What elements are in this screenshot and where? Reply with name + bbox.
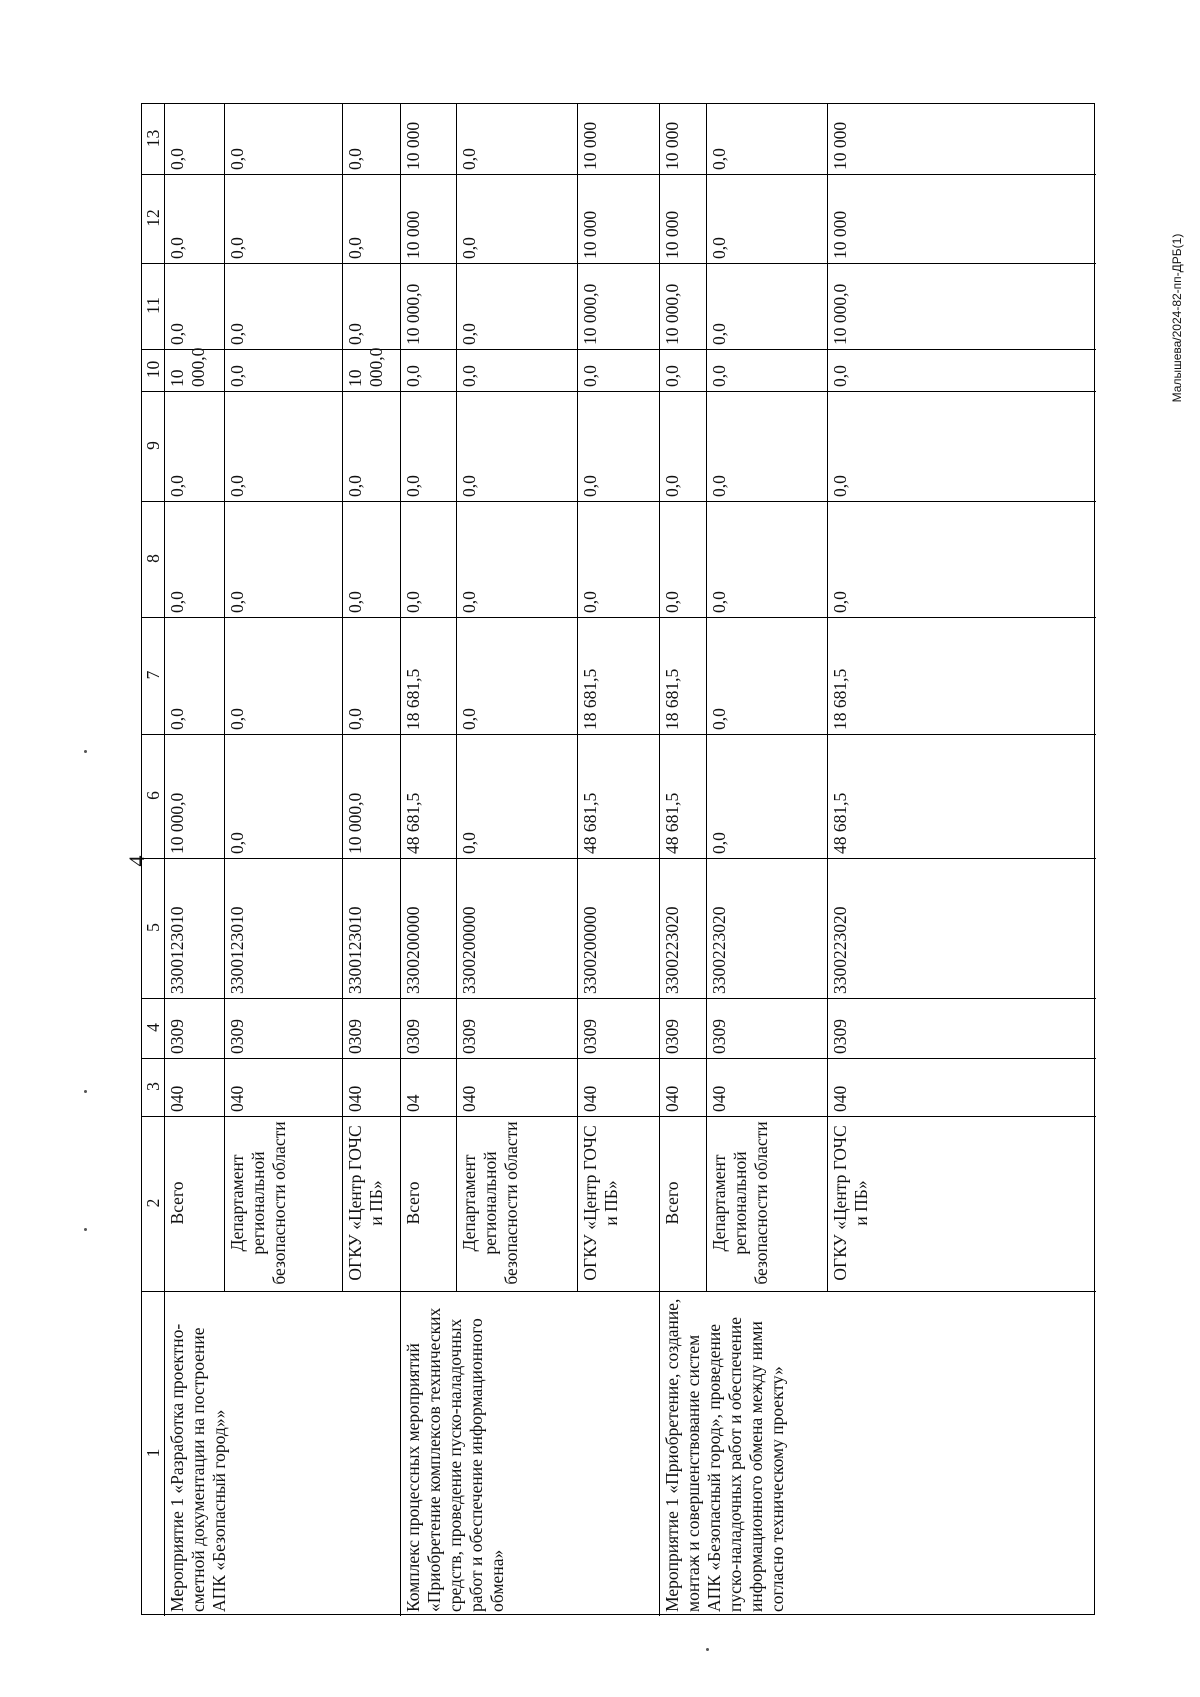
- value-cell: [224, 858, 342, 998]
- value-cell: [456, 617, 577, 734]
- value-cell: [827, 104, 1096, 174]
- activity-name-cell-text: Комплекс процессных мероприятий «Приобретение комплексов технических средств, проведение пуско-наладочных работ и обеспечение информационного обмена»: [403, 1307, 507, 1612]
- value-cell: [827, 391, 1096, 501]
- header-cell: [142, 349, 164, 391]
- value-cell: [224, 617, 342, 734]
- value-cell-text: 0,0: [227, 365, 247, 387]
- header-cell-text: 11: [143, 297, 163, 314]
- value-cell: [659, 858, 706, 998]
- value-cell-text: 0,0: [227, 475, 247, 497]
- value-cell-text: 3300123010: [167, 906, 187, 994]
- page-number: 4: [124, 855, 149, 867]
- value-cell-text: 040: [830, 1085, 850, 1112]
- value-cell: [342, 263, 400, 349]
- value-cell: [827, 501, 1096, 617]
- value-cell-text: 10 000,0: [345, 347, 386, 387]
- value-cell: [659, 734, 706, 858]
- value-cell: [827, 734, 1096, 858]
- value-cell-text: 48 681,5: [830, 792, 850, 854]
- value-cell-text: 0,0: [459, 708, 479, 730]
- value-cell-text: 0,0: [167, 148, 187, 170]
- value-cell-text: 10 000,0: [167, 347, 208, 387]
- value-cell-text: 0,0: [459, 323, 479, 345]
- value-cell-text: 0309: [459, 1019, 479, 1054]
- value-cell-text: 0,0: [709, 237, 729, 259]
- value-cell: [706, 104, 827, 174]
- value-cell: [456, 1058, 577, 1116]
- header-cell-text: 7: [143, 670, 163, 680]
- header-cell-text: 10: [143, 360, 163, 379]
- value-cell-text: 0,0: [459, 237, 479, 259]
- header-cell-text: 2: [143, 1198, 163, 1208]
- value-cell: [827, 174, 1096, 263]
- header-cell-text: 6: [143, 791, 163, 800]
- activity-name-cell: [659, 1291, 1096, 1616]
- value-cell: [659, 174, 706, 263]
- header-cell-text: 1: [143, 1448, 163, 1458]
- executor-cell-text: ОГКУ «Центр ГОЧС и ПБ»: [345, 1125, 386, 1281]
- value-cell-text: 3300123010: [227, 906, 247, 994]
- value-cell: [456, 263, 577, 349]
- value-cell: [827, 263, 1096, 349]
- value-cell: [706, 617, 827, 734]
- value-cell: [224, 1058, 342, 1116]
- value-cell-text: 10 000: [662, 210, 682, 259]
- value-cell-text: 10 000,0: [830, 283, 850, 345]
- value-cell: [827, 349, 1096, 391]
- value-cell-text: 0,0: [662, 365, 682, 387]
- value-cell-text: 0,0: [709, 148, 729, 170]
- value-cell: [659, 1058, 706, 1116]
- value-cell: [164, 104, 224, 174]
- value-cell: [164, 617, 224, 734]
- value-cell-text: 0309: [580, 1019, 600, 1054]
- value-cell-text: 0,0: [580, 591, 600, 613]
- value-cell: [400, 1058, 456, 1116]
- value-cell: [164, 391, 224, 501]
- executor-cell: [224, 1116, 342, 1291]
- value-cell: [577, 501, 659, 617]
- value-cell: [706, 998, 827, 1058]
- value-cell-text: 0309: [403, 1019, 423, 1054]
- value-cell: [224, 104, 342, 174]
- executor-cell: [706, 1116, 827, 1291]
- executor-cell: [456, 1116, 577, 1291]
- executor-cell: [827, 1116, 1096, 1291]
- value-cell-text: 0,0: [459, 475, 479, 497]
- value-cell-text: 0,0: [167, 708, 187, 730]
- value-cell-text: 0,0: [830, 475, 850, 497]
- value-cell: [224, 501, 342, 617]
- value-cell-text: 0309: [830, 1019, 850, 1054]
- header-cell-text: 13: [143, 129, 163, 148]
- value-cell: [577, 174, 659, 263]
- value-cell: [400, 617, 456, 734]
- value-cell: [224, 263, 342, 349]
- executor-cell-text: Департамент региональной безопасности области: [709, 1121, 771, 1285]
- value-cell-text: 10 000: [403, 121, 423, 170]
- value-cell: [577, 391, 659, 501]
- value-cell-text: 040: [662, 1085, 682, 1112]
- value-cell: [706, 858, 827, 998]
- value-cell: [400, 104, 456, 174]
- value-cell-text: 0,0: [709, 323, 729, 345]
- header-cell: [142, 617, 164, 734]
- header-cell-text: 8: [143, 554, 163, 563]
- value-cell-text: 18 681,5: [403, 668, 423, 730]
- value-cell-text: 040: [167, 1085, 187, 1112]
- executor-cell-text: Департамент региональной безопасности области: [459, 1121, 521, 1285]
- value-cell: [456, 349, 577, 391]
- value-cell-text: 0,0: [580, 365, 600, 387]
- value-cell: [659, 998, 706, 1058]
- value-cell: [400, 263, 456, 349]
- value-cell-text: 3300223020: [709, 906, 729, 994]
- scan-speck: [706, 1648, 709, 1651]
- header-cell: [142, 104, 164, 174]
- value-cell-text: 48 681,5: [403, 792, 423, 854]
- value-cell-text: 0,0: [459, 832, 479, 854]
- value-cell: [659, 617, 706, 734]
- header-cell: [142, 263, 164, 349]
- value-cell: [456, 104, 577, 174]
- value-cell: [164, 1058, 224, 1116]
- value-cell-text: 040: [709, 1085, 729, 1112]
- value-cell: [342, 858, 400, 998]
- value-cell: [342, 174, 400, 263]
- value-cell-text: 0,0: [227, 148, 247, 170]
- header-cell-text: 4: [143, 1023, 163, 1032]
- value-cell-text: 0,0: [662, 475, 682, 497]
- value-cell: [827, 998, 1096, 1058]
- header-cell: [142, 998, 164, 1058]
- value-cell: [456, 734, 577, 858]
- value-cell: [164, 858, 224, 998]
- value-cell: [342, 734, 400, 858]
- value-cell-text: 10 000,0: [580, 283, 600, 345]
- value-cell-text: 0,0: [459, 365, 479, 387]
- value-cell-text: 3300200000: [459, 906, 479, 994]
- budget-table: [141, 103, 1095, 1615]
- value-cell: [400, 501, 456, 617]
- value-cell-text: 18 681,5: [580, 668, 600, 730]
- value-cell: [659, 263, 706, 349]
- value-cell: [456, 501, 577, 617]
- header-cell: [142, 174, 164, 263]
- scan-speck: [84, 750, 87, 753]
- header-cell: [142, 1291, 164, 1616]
- value-cell: [577, 617, 659, 734]
- header-cell: [142, 501, 164, 617]
- value-cell-text: 10 000,0: [662, 283, 682, 345]
- value-cell: [342, 391, 400, 501]
- value-cell: [577, 104, 659, 174]
- value-cell-text: 0,0: [345, 148, 365, 170]
- value-cell: [164, 734, 224, 858]
- value-cell: [827, 1058, 1096, 1116]
- value-cell: [577, 263, 659, 349]
- executor-cell: [577, 1116, 659, 1291]
- executor-cell-text: Департамент региональной безопасности области: [227, 1121, 289, 1285]
- value-cell: [456, 998, 577, 1058]
- value-cell-text: 0,0: [167, 323, 187, 345]
- value-cell-text: 0,0: [403, 591, 423, 613]
- header-cell: [142, 1116, 164, 1291]
- executor-cell-text: Всего: [403, 1181, 423, 1225]
- value-cell: [577, 858, 659, 998]
- value-cell: [659, 391, 706, 501]
- value-cell-text: 0,0: [580, 475, 600, 497]
- value-cell: [706, 174, 827, 263]
- value-cell: [456, 391, 577, 501]
- header-cell-text: 9: [143, 441, 163, 450]
- value-cell: [577, 1058, 659, 1116]
- value-cell: [342, 349, 400, 391]
- value-cell: [164, 349, 224, 391]
- header-cell-text: 3: [143, 1082, 163, 1091]
- value-cell-text: 10 000: [662, 121, 682, 170]
- value-cell-text: 0,0: [345, 708, 365, 730]
- executor-cell-text: Всего: [662, 1181, 682, 1225]
- value-cell-text: 3300200000: [403, 906, 423, 994]
- value-cell-text: 0,0: [227, 591, 247, 613]
- scan-speck: [84, 1090, 87, 1093]
- value-cell: [659, 501, 706, 617]
- value-cell: [224, 349, 342, 391]
- value-cell: [342, 104, 400, 174]
- value-cell: [164, 501, 224, 617]
- value-cell: [577, 349, 659, 391]
- value-cell-text: 0,0: [227, 708, 247, 730]
- value-cell-text: 0309: [227, 1019, 247, 1054]
- value-cell: [706, 1058, 827, 1116]
- value-cell-text: 0,0: [227, 237, 247, 259]
- value-cell-text: 0,0: [227, 323, 247, 345]
- value-cell: [456, 858, 577, 998]
- value-cell-text: 18 681,5: [830, 668, 850, 730]
- value-cell-text: 0,0: [830, 591, 850, 613]
- value-cell: [706, 734, 827, 858]
- executor-cell: [400, 1116, 456, 1291]
- activity-name-cell: [400, 1291, 659, 1616]
- value-cell-text: 0309: [709, 1019, 729, 1054]
- value-cell: [400, 174, 456, 263]
- value-cell: [659, 104, 706, 174]
- value-cell: [400, 734, 456, 858]
- value-cell-text: 0,0: [227, 832, 247, 854]
- value-cell-text: 0,0: [167, 591, 187, 613]
- executor-cell: [659, 1116, 706, 1291]
- value-cell: [827, 617, 1096, 734]
- value-cell-text: 10 000,0: [403, 283, 423, 345]
- activity-name-cell: [164, 1291, 400, 1616]
- value-cell: [577, 998, 659, 1058]
- value-cell-text: 3300223020: [830, 906, 850, 994]
- value-cell: [706, 501, 827, 617]
- value-cell: [342, 998, 400, 1058]
- value-cell: [706, 263, 827, 349]
- value-cell: [224, 391, 342, 501]
- value-cell: [400, 998, 456, 1058]
- value-cell-text: 0309: [662, 1019, 682, 1054]
- executor-cell: [342, 1116, 400, 1291]
- value-cell-text: 10 000,0: [167, 792, 187, 854]
- value-cell: [400, 858, 456, 998]
- header-cell-text: 5: [143, 923, 163, 932]
- value-cell-text: 0,0: [709, 475, 729, 497]
- value-cell-text: 10 000: [830, 210, 850, 259]
- value-cell: [706, 349, 827, 391]
- value-cell-text: 18 681,5: [662, 668, 682, 730]
- value-cell-text: 10 000: [403, 210, 423, 259]
- executor-cell-text: ОГКУ «Центр ГОЧС и ПБ»: [580, 1125, 621, 1281]
- value-cell-text: 10 000: [830, 121, 850, 170]
- value-cell-text: 0,0: [345, 475, 365, 497]
- header-cell-text: 12: [143, 209, 163, 227]
- value-cell: [400, 391, 456, 501]
- value-cell-text: 040: [227, 1085, 247, 1112]
- value-cell: [827, 858, 1096, 998]
- value-cell: [400, 349, 456, 391]
- activity-name-cell-text: Мероприятие 1 «Приобретение, создание, монтаж и совершенствование систем АПК «Безопасный город», проведение пуско-наладочных работ и обеспечение информационного обмена между ними согласно техническому проекту»: [662, 1298, 787, 1612]
- value-cell-text: 3300200000: [580, 906, 600, 994]
- value-cell: [659, 349, 706, 391]
- value-cell: [342, 617, 400, 734]
- value-cell: [224, 998, 342, 1058]
- header-cell: [142, 391, 164, 501]
- value-cell: [164, 174, 224, 263]
- value-cell-text: 040: [459, 1085, 479, 1112]
- value-cell-text: 040: [345, 1085, 365, 1112]
- value-cell-text: 0,0: [345, 591, 365, 613]
- value-cell-text: 3300223020: [662, 906, 682, 994]
- value-cell-text: 10 000: [580, 210, 600, 259]
- value-cell-text: 0,0: [459, 591, 479, 613]
- document-reference-text: Малышева/2024-82-пп-ДРБ(1): [1170, 233, 1184, 403]
- value-cell: [706, 391, 827, 501]
- header-cell: [142, 734, 164, 858]
- value-cell: [164, 263, 224, 349]
- value-cell-text: 04: [403, 1094, 423, 1112]
- executor-cell-text: Всего: [167, 1181, 187, 1225]
- activity-name-cell-text: Мероприятие 1 «Разработка проектно-сметной документации на построение АПК «Безопасный город»»: [167, 1323, 229, 1612]
- value-cell: [342, 501, 400, 617]
- value-cell-text: 0,0: [662, 591, 682, 613]
- value-cell: [577, 734, 659, 858]
- value-cell-text: 0,0: [167, 237, 187, 259]
- value-cell-text: 0,0: [345, 323, 365, 345]
- value-cell-text: 0,0: [345, 237, 365, 259]
- value-cell-text: 0,0: [403, 475, 423, 497]
- header-cell: [142, 1058, 164, 1116]
- document-reference: [1165, 218, 1189, 418]
- value-cell-text: 0,0: [709, 365, 729, 387]
- value-cell-text: 0309: [167, 1019, 187, 1054]
- executor-cell-text: ОГКУ «Центр ГОЧС и ПБ»: [830, 1125, 871, 1281]
- value-cell-text: 48 681,5: [580, 792, 600, 854]
- value-cell-text: 10 000: [580, 121, 600, 170]
- value-cell: [224, 174, 342, 263]
- value-cell-text: 0,0: [459, 148, 479, 170]
- executor-cell: [164, 1116, 224, 1291]
- value-cell-text: 48 681,5: [662, 792, 682, 854]
- value-cell: [456, 174, 577, 263]
- value-cell-text: 0,0: [709, 591, 729, 613]
- value-cell-text: 0,0: [403, 365, 423, 387]
- value-cell-text: 3300123010: [345, 906, 365, 994]
- scan-speck: [84, 1228, 87, 1231]
- value-cell-text: 040: [580, 1085, 600, 1112]
- value-cell: [224, 734, 342, 858]
- value-cell-text: 0309: [345, 1019, 365, 1054]
- value-cell: [342, 1058, 400, 1116]
- header-cell: [142, 858, 164, 998]
- value-cell-text: 0,0: [709, 708, 729, 730]
- value-cell-text: 0,0: [709, 832, 729, 854]
- value-cell-text: 10 000,0: [345, 792, 365, 854]
- value-cell-text: 0,0: [167, 475, 187, 497]
- value-cell: [164, 998, 224, 1058]
- value-cell-text: 0,0: [830, 365, 850, 387]
